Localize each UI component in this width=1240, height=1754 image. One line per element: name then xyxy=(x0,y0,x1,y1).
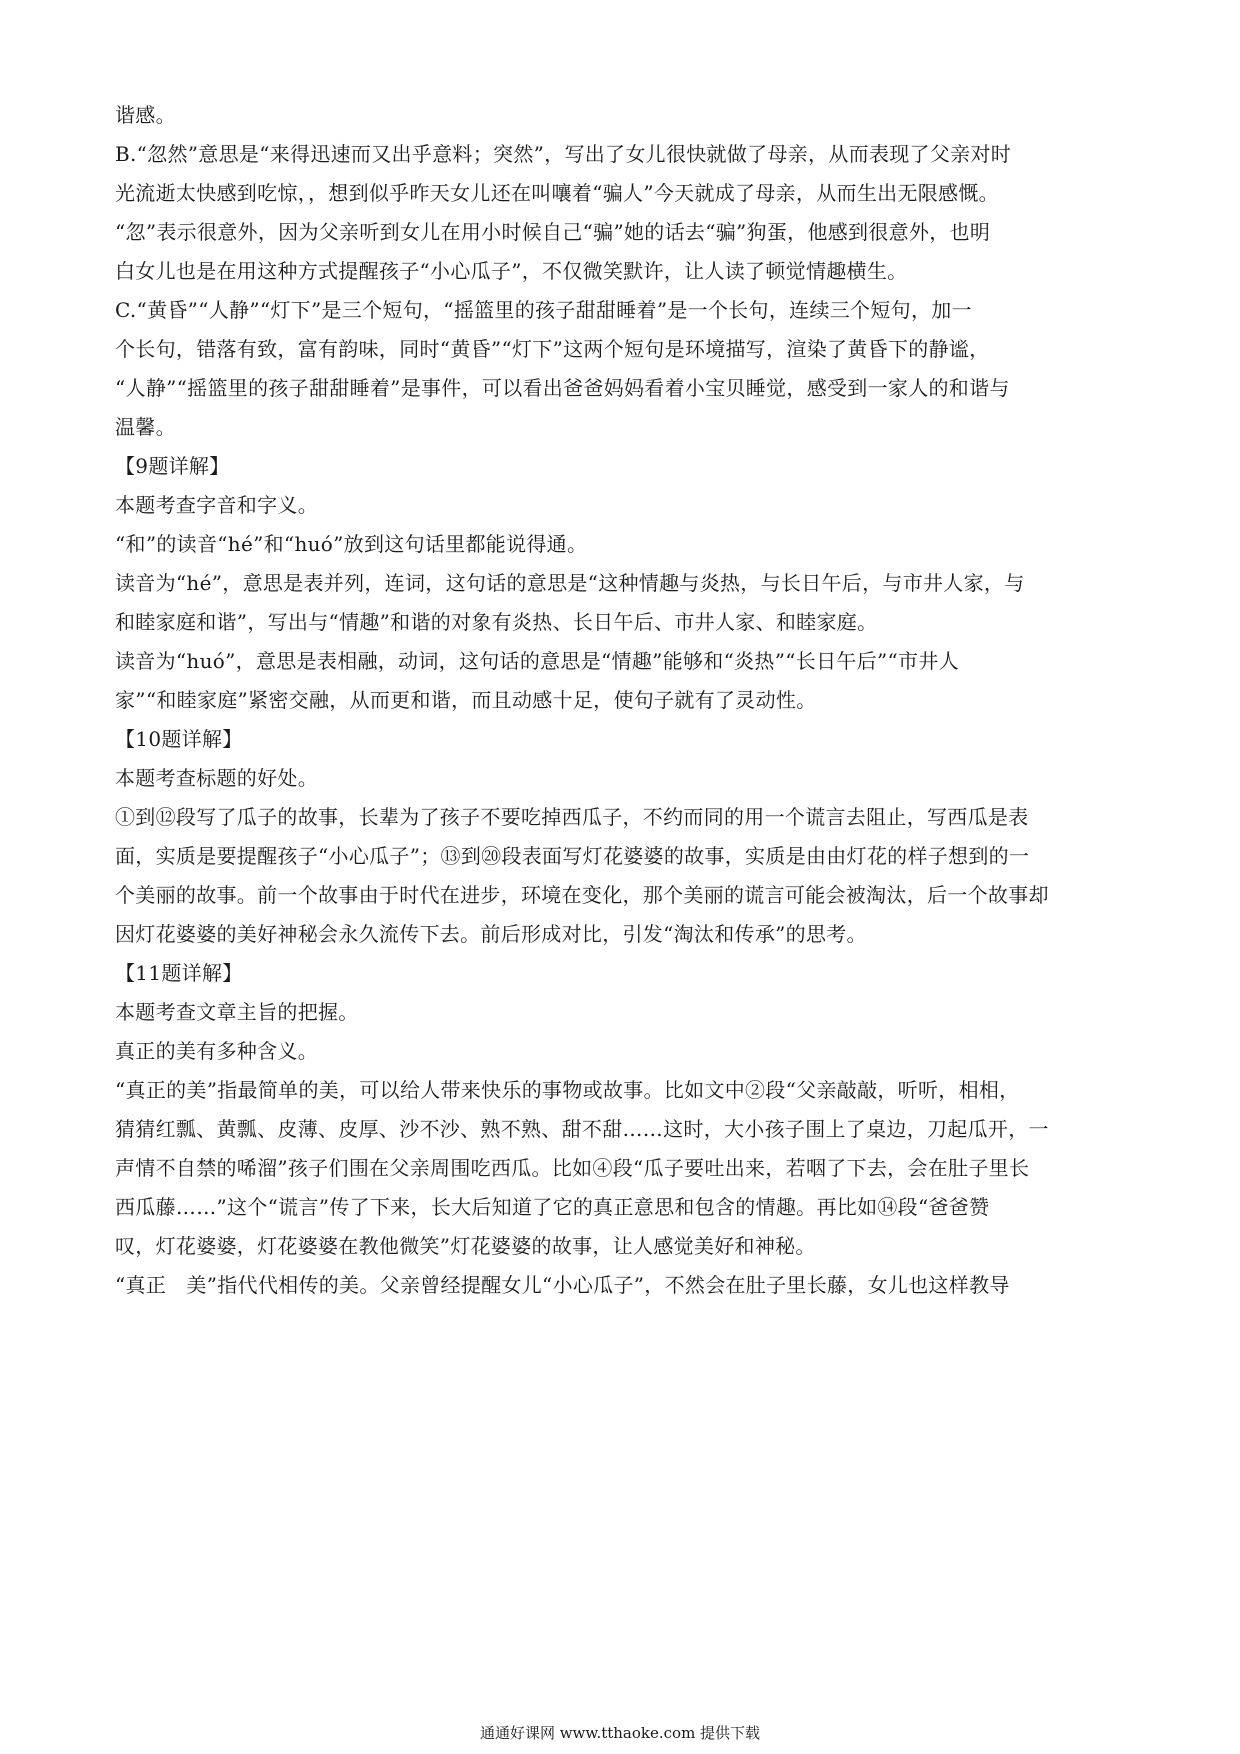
text-line: 声情不自禁的唏溜”孩子们围在父亲周围吃西瓜。比如④段“瓜子要吐出来，若咽了下去，会在肚子里长 xyxy=(115,1156,1030,1180)
text-line: B.“忽然”意思是“来得迅速而又出乎意料；突然”，写出了女儿很快就做了母亲，从而表现了父亲对时 xyxy=(115,142,1012,166)
text-line: 光流逝太快感到吃惊，，想到似乎昨天女儿还在叫嚷着“骗人”今天就成了母亲，从而生出无限感慨。 xyxy=(115,181,999,205)
text-line: 读音为“huó”，意思是表相融，动词，这句话的意思是“情趣”能够和“炎热”“长日午后”“市井人 xyxy=(115,649,959,673)
text-line: 个长句，错落有致，富有韵味，同时“黄昏”“灯下”这两个短句是环境描写，渲染了黄昏下的静谧， xyxy=(115,337,990,361)
text-line: 面，实质是要提醒孩子“小心瓜子”；⑬到⑳段表面写灯花婆婆的故事，实质是由由灯花的样子想到的一 xyxy=(115,844,1030,868)
text-line: 本题考查标题的好处。 xyxy=(115,766,318,790)
text-line: ①到⑫段写了瓜子的故事，长辈为了孩子不要吃掉西瓜子，不约而同的用一个谎言去阻止，写西瓜是表 xyxy=(115,805,1029,829)
text-line: 真正的美有多种含义。 xyxy=(115,1039,318,1063)
text-line: 个美丽的故事。前一个故事由于时代在进步，环境在变化，那个美丽的谎言可能会被淘汰，后一个故事却 xyxy=(115,883,1049,907)
text-line: 本题考查字音和字义。 xyxy=(115,493,318,517)
text-line: 白女儿也是在用这种方式提醒孩子“小心瓜子”，不仅微笑默许，让人读了顿觉情趣横生。 xyxy=(115,259,908,283)
text-line: 因灯花婆婆的美好神秘会永久流传下去。前后形成对比，引发“淘汰和传承”的思考。 xyxy=(115,922,867,946)
text-line: “真正 美”指代代相传的美。父亲曾经提醒女儿“小心瓜子”，不然会在肚子里长藤，女儿也这样教导 xyxy=(115,1273,1010,1297)
text-line: 【10题详解】 xyxy=(115,727,243,751)
text-line: 读音为“hé”，意思是表并列，连词，这句话的意思是“这种情趣与炎热，与长日午后，与市井人家，与 xyxy=(115,571,1025,595)
text-line: 猜猜红瓢、黄瓢、皮薄、皮厚、沙不沙、熟不熟、甜不甜……这时，大小孩子围上了桌边，刀起瓜开，一 xyxy=(115,1117,1049,1141)
text-line: 叹，灯花婆婆，灯花婆婆在教他微笑”灯花婆婆的故事，让人感觉美好和神秘。 xyxy=(115,1234,816,1258)
text-line: 本题考查文章主旨的把握。 xyxy=(115,1000,359,1024)
text-line: 【11题详解】 xyxy=(115,961,243,985)
document-body xyxy=(115,96,1125,1305)
text-line: “忽”表示很意外，因为父亲听到女儿在用小时候自己“骗”她的话去“骗”狗蛋，他感到很意外，也明 xyxy=(115,220,991,244)
text-line: 【9题详解】 xyxy=(115,454,230,478)
text-line: “人静”“摇篮里的孩子甜甜睡着”是事件，可以看出爸爸妈妈看着小宝贝睡觉，感受到一家人的和谐与 xyxy=(115,376,1010,400)
text-line: 西瓜藤……”这个“谎言”传了下来，长大后知道了它的真正意思和包含的情趣。再比如⑭段“爸爸赞 xyxy=(115,1195,990,1219)
page-footer: 通通好课网 www.tthaoke.com 提供下载 xyxy=(479,1724,761,1742)
text-line: “真正的美”指最简单的美，可以给人带来快乐的事物或故事。比如文中②段“父亲敲敲，听听，相相， xyxy=(115,1078,1020,1102)
text-line: 和睦家庭和谐”，写出与“情趣”和谐的对象有炎热、长日午后、市井人家、和睦家庭。 xyxy=(115,610,878,634)
text-line: 谐感。 xyxy=(115,103,176,127)
text-line: C.“黄昏”“人静”“灯下”是三个短句，“摇篮里的孩子甜甜睡着”是一个长句，连续三个短句，加一 xyxy=(115,298,972,322)
text-line: 家”“和睦家庭”紧密交融，从而更和谐，而且动感十足，使句子就有了灵动性。 xyxy=(115,688,817,712)
text-line: “和”的读音“hé”和“huó”放到这句话里都能说得通。 xyxy=(115,532,588,556)
text-line: 温馨。 xyxy=(115,415,176,439)
